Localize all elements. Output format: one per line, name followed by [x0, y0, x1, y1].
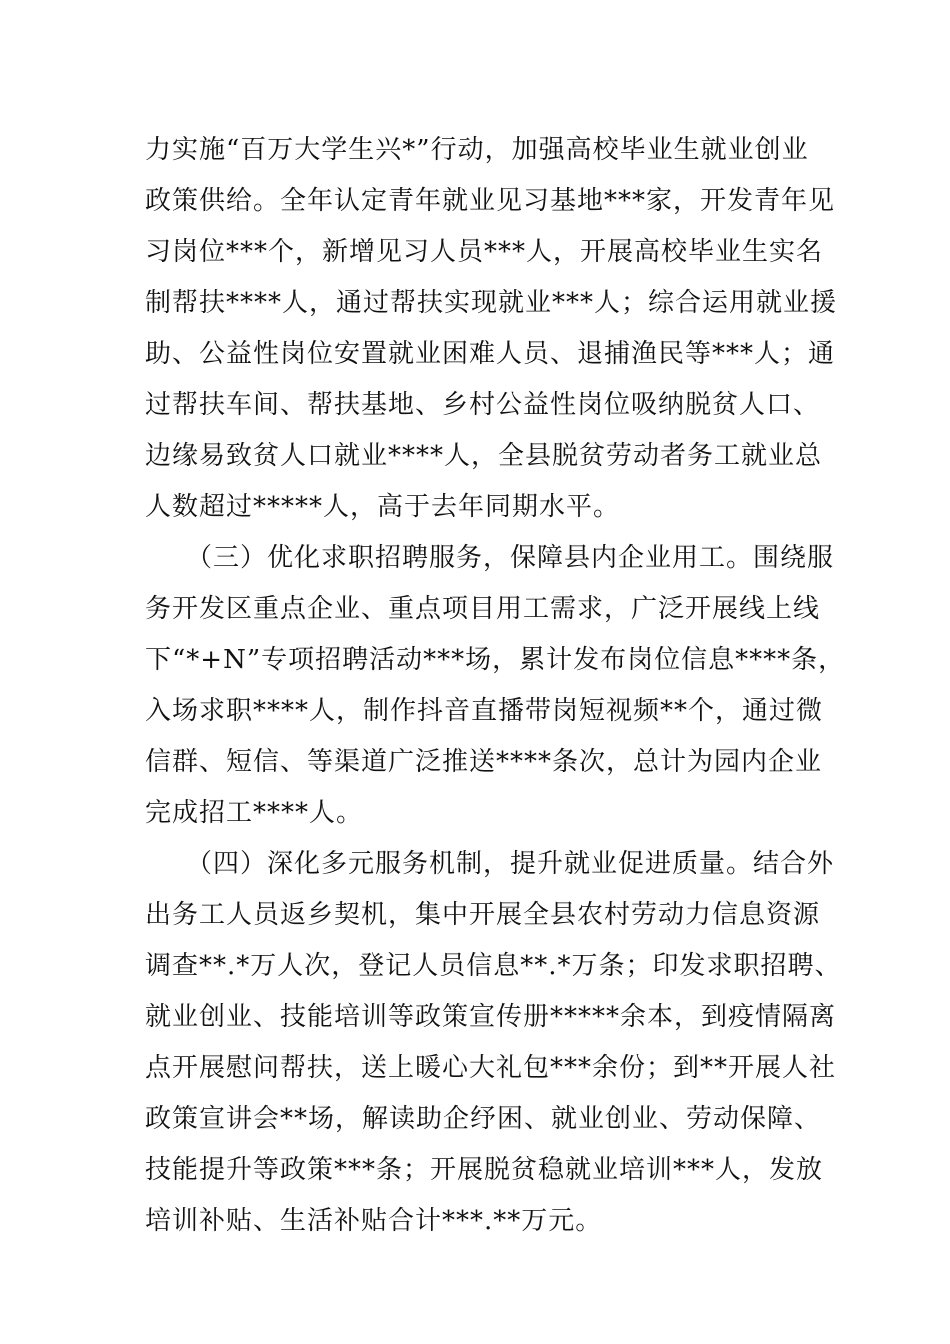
text-line: 技能提升等政策***条；开展脱贫稳就业培训***人，发放: [145, 1155, 824, 1185]
text-line: 人数超过*****人，高于去年同期水平。: [145, 492, 621, 522]
text-line: 力实施“百万大学生兴*”行动，加强高校毕业生就业创业: [145, 135, 809, 165]
text-line: 培训补贴、生活补贴合计***.**万元。: [145, 1206, 603, 1236]
text-line: 出务工人员返乡契机，集中开展全县农村劳动力信息资源: [145, 900, 821, 930]
text-line: 习岗位***个，新增见习人员***人，开展高校毕业生实名: [145, 237, 824, 267]
paragraph-heading-3: （三）优化求职招聘服务，保障县内企业用工。围绕服: [186, 543, 835, 573]
text-line: 政策供给。全年认定青年就业见习基地***家，开发青年见: [145, 186, 836, 216]
text-line: 下“*+N”专项招聘活动***场，累计发布岗位信息****条，: [145, 645, 846, 675]
text-line: 信群、短信、等渠道广泛推送****条次，总计为园内企业: [145, 747, 823, 777]
text-line: 完成招工****人。: [145, 798, 364, 828]
text-line: 务开发区重点企业、重点项目用工需求，广泛开展线上线: [145, 594, 821, 624]
text-line: 边缘易致贫人口就业****人，全县脱贫劳动者务工就业总: [145, 441, 823, 471]
text-line: 入场求职****人，制作抖音直播带岗短视频**个，通过微: [145, 696, 824, 726]
text-line: 调查**.*万人次，登记人员信息**.*万条；印发求职招聘、: [145, 951, 842, 981]
text-line: 政策宣讲会**场，解读助企纾困、就业创业、劳动保障、: [145, 1104, 822, 1134]
text-line: 就业创业、技能培训等政策宣传册*****余本，到疫情隔离: [145, 1002, 837, 1032]
text-line: 助、公益性岗位安置就业困难人员、退捕渔民等***人；通: [145, 339, 836, 369]
paragraph-heading-4: （四）深化多元服务机制，提升就业促进质量。结合外: [186, 849, 835, 879]
text-line: 制帮扶****人，通过帮扶实现就业***人；综合运用就业援: [145, 288, 838, 318]
text-line: 过帮扶车间、帮扶基地、乡村公益性岗位吸纳脱贫人口、: [145, 390, 821, 420]
text-line: 点开展慰问帮扶，送上暖心大礼包***余份；到**开展人社: [145, 1053, 837, 1083]
